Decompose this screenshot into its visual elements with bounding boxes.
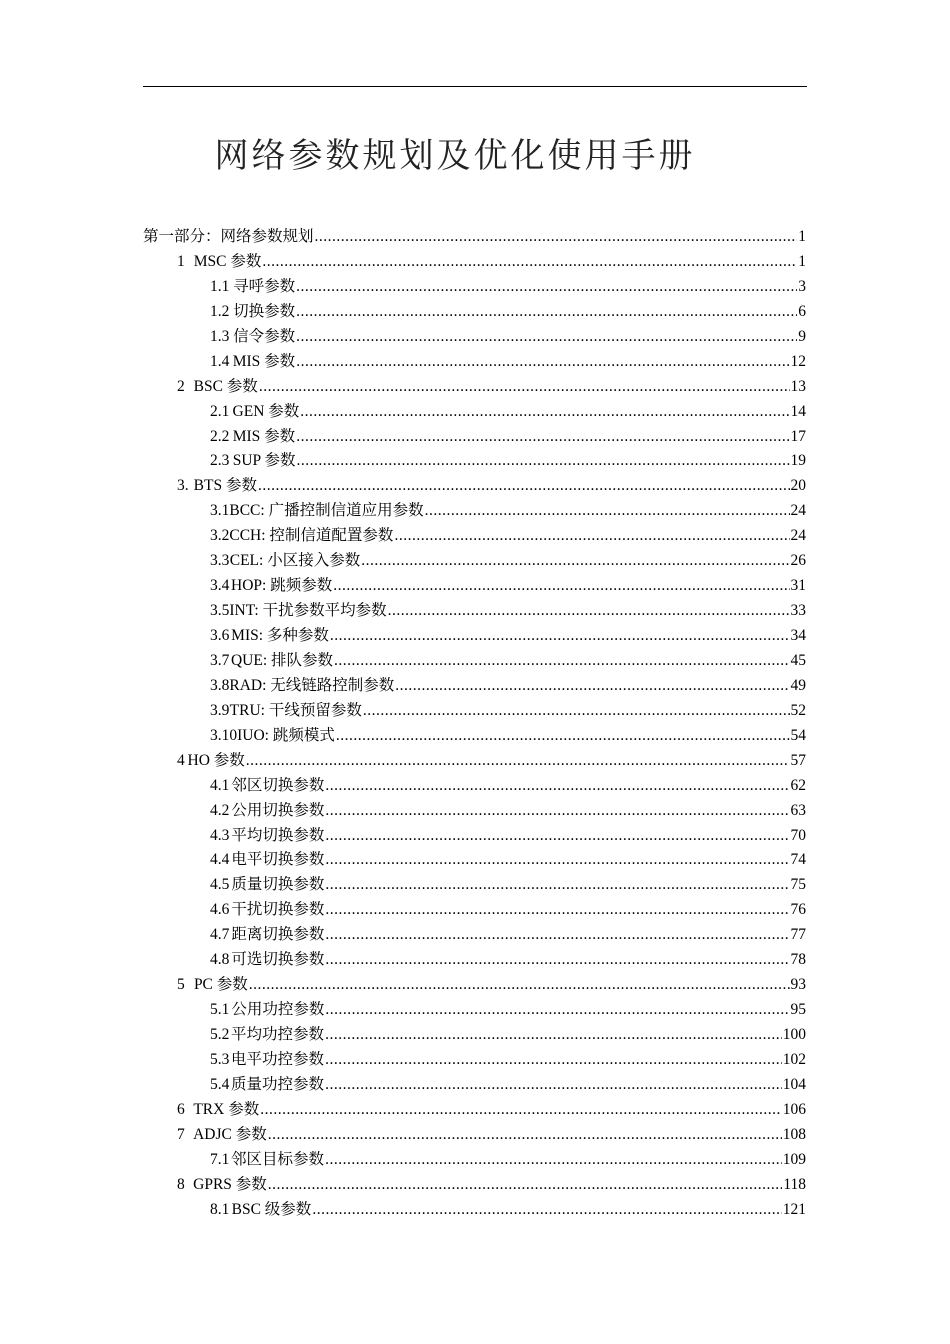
toc-entry-number: 5.1 [210, 1001, 230, 1019]
toc-entry-page-number: 12 [790, 352, 806, 370]
toc-entry[interactable] [143, 549, 806, 574]
toc-entry-number: 3.4 [210, 577, 230, 595]
toc-entry[interactable] [143, 574, 806, 599]
toc-entry-page-number: 1 [798, 252, 806, 270]
toc-entry-number: 7.1 [210, 1150, 230, 1168]
toc-entry-page-number: 26 [790, 552, 806, 570]
toc-entry-page-number: 13 [790, 377, 806, 395]
toc-entry[interactable] [143, 524, 806, 549]
toc-dot-leader [296, 425, 789, 450]
toc-entry[interactable] [143, 624, 806, 649]
toc-entry[interactable] [143, 375, 806, 400]
toc-entry-label: 质量功控参数 [231, 1075, 325, 1093]
toc-entry-label: 寻呼参数 [233, 277, 296, 295]
toc-entry-number: 1.3 [210, 327, 230, 345]
toc-dot-leader [330, 624, 790, 649]
toc-entry-label: BCC: 广播控制信道应用参数 [229, 502, 424, 520]
toc-dot-leader [258, 474, 790, 499]
toc-entry[interactable] [143, 599, 806, 624]
toc-entry-label: BTS 参数 [193, 477, 257, 495]
toc-entry-label: ADJC 参数 [193, 1125, 267, 1143]
toc-entry-label: 电平功控参数 [231, 1050, 325, 1068]
toc-entry[interactable] [143, 250, 806, 275]
toc-entry[interactable] [143, 674, 806, 699]
toc-entry[interactable] [143, 923, 806, 948]
toc-entry-number: 1 [177, 252, 185, 270]
toc-dot-leader [268, 1123, 782, 1148]
toc-entry-number: 5.2 [210, 1026, 230, 1043]
toc-entry-label: 距离切换参数 [231, 926, 325, 944]
toc-dot-leader [395, 674, 789, 699]
toc-dot-leader [325, 1148, 782, 1173]
toc-dot-leader [325, 848, 789, 873]
toc-entry-label: CEL: 小区接入参数 [229, 552, 361, 570]
toc-dot-leader [325, 898, 789, 923]
toc-dot-leader [325, 1073, 782, 1098]
toc-entry-page-number: 34 [790, 627, 806, 644]
toc-entry-number: 3.1 [210, 502, 230, 520]
toc-entry-page-number: 20 [790, 477, 806, 495]
toc-dot-leader [325, 799, 789, 824]
toc-entry-number: 5 [177, 976, 185, 994]
toc-dot-leader [262, 250, 797, 275]
toc-entry[interactable] [143, 724, 806, 749]
toc-dot-leader [425, 499, 790, 524]
toc-entry-number: 1.2 [210, 302, 230, 320]
toc-dot-leader [296, 449, 789, 474]
toc-entry-page-number: 100 [782, 1026, 806, 1043]
toc-entry-page-number: 3 [798, 277, 806, 295]
toc-entry-number: 4.8 [210, 951, 230, 969]
toc-dot-leader [268, 1173, 783, 1198]
toc-entry-number: 3.3 [210, 552, 230, 570]
toc-entry[interactable] [143, 749, 806, 774]
toc-entry[interactable] [143, 774, 806, 799]
toc-dot-leader [363, 699, 790, 724]
toc-dot-leader [246, 749, 790, 774]
toc-dot-leader [325, 1023, 782, 1048]
toc-dot-leader [315, 225, 798, 250]
toc-entry-page-number: 57 [790, 751, 806, 769]
toc-entry-label: 邻区目标参数 [231, 1150, 325, 1168]
toc-entry-label: TRX 参数 [193, 1100, 260, 1118]
toc-entry[interactable] [143, 1073, 806, 1098]
toc-entry[interactable] [143, 300, 806, 325]
toc-entry-label: CCH: 控制信道配置参数 [229, 527, 394, 545]
toc-dot-leader [296, 275, 797, 300]
toc-entry-label: 邻区切换参数 [231, 776, 325, 794]
toc-dot-leader [260, 1098, 782, 1123]
toc-entry-page-number: 14 [790, 402, 806, 420]
toc-entry-number: 6 [177, 1100, 185, 1118]
toc-dot-leader [325, 873, 789, 898]
toc-entry[interactable] [143, 225, 806, 250]
toc-entry[interactable] [143, 848, 806, 873]
toc-entry-label: 公用切换参数 [231, 801, 325, 819]
toc-dot-leader [296, 325, 797, 350]
toc-entry-page-number: 75 [790, 876, 806, 894]
toc-entry-label: 公用功控参数 [231, 1001, 325, 1019]
toc-entry-label: HO 参数 [187, 751, 245, 769]
toc-entry-number: 4.5 [210, 876, 230, 894]
toc-entry-label: 电平切换参数 [231, 851, 325, 869]
toc-entry[interactable] [143, 898, 806, 923]
toc-entry[interactable] [143, 649, 806, 674]
toc-entry-number: 5.4 [210, 1075, 230, 1093]
header-rule [143, 86, 807, 87]
toc-entry-label: RAD: 无线链路控制参数 [229, 676, 395, 694]
toc-entry-label: 平均功控参数 [231, 1026, 325, 1043]
toc-entry-label: 干扰切换参数 [231, 901, 325, 919]
toc-dot-leader [296, 300, 797, 325]
toc-dot-leader [394, 524, 789, 549]
toc-entry[interactable] [143, 998, 806, 1023]
toc-entry-page-number: 52 [790, 701, 806, 719]
toc-entry-page-number: 24 [790, 527, 806, 545]
toc-entry-page-number: 1 [798, 228, 806, 245]
toc-entry[interactable] [143, 1173, 806, 1198]
toc-entry-page-number: 24 [790, 502, 806, 520]
toc-entry-label: 信令参数 [233, 327, 296, 345]
table-of-contents [143, 225, 806, 1223]
toc-entry-page-number: 121 [782, 1200, 806, 1218]
toc-dot-leader [325, 774, 789, 799]
toc-entry[interactable] [143, 1198, 806, 1223]
toc-entry-number: 3.10 [210, 726, 238, 744]
toc-entry-label: SUP 参数 [232, 452, 296, 470]
toc-entry-label: BSC 级参数 [231, 1200, 312, 1218]
toc-entry-number: 2.3 [210, 452, 230, 470]
toc-entry-number: 8 [177, 1175, 185, 1193]
toc-entry[interactable] [143, 474, 806, 499]
toc-entry-page-number: 77 [790, 926, 806, 944]
toc-entry[interactable] [143, 1148, 806, 1173]
toc-entry[interactable] [143, 1123, 806, 1148]
toc-dot-leader [300, 400, 789, 425]
toc-entry-number: 2 [177, 377, 185, 395]
toc-entry[interactable] [143, 325, 806, 350]
toc-entry-page-number: 17 [790, 427, 806, 445]
toc-entry-page-number: 54 [790, 726, 806, 744]
toc-entry-page-number: 109 [782, 1150, 806, 1168]
toc-entry-label: TRU: 干线预留参数 [229, 701, 362, 719]
toc-entry-page-number: 70 [790, 826, 806, 844]
toc-dot-leader [325, 998, 789, 1023]
toc-entry-page-number: 31 [790, 577, 806, 595]
toc-entry[interactable] [143, 699, 806, 724]
toc-entry-label: MSC 参数 [193, 252, 262, 270]
toc-entry[interactable] [143, 973, 806, 998]
toc-entry-label: QUE: 排队参数 [230, 651, 334, 669]
toc-entry-page-number: 95 [790, 1001, 806, 1019]
toc-dot-leader [296, 350, 789, 375]
toc-dot-leader [333, 574, 789, 599]
toc-entry-page-number: 49 [790, 676, 806, 694]
toc-entry-page-number: 9 [798, 327, 806, 345]
toc-entry-page-number: 106 [782, 1100, 806, 1118]
toc-entry-label: MIS 参数 [232, 427, 296, 445]
toc-entry-number: 4.1 [210, 776, 230, 794]
toc-dot-leader [325, 824, 789, 849]
toc-entry-number: 4.6 [210, 901, 230, 919]
toc-entry-label: GPRS 参数 [193, 1175, 267, 1193]
toc-entry-page-number: 102 [782, 1050, 806, 1068]
toc-entry-number: 3.9 [210, 701, 230, 719]
toc-entry-number: 4 [177, 751, 185, 769]
toc-entry-number: 4.2 [210, 801, 230, 819]
toc-entry-page-number: 62 [790, 776, 806, 794]
toc-entry-page-number: 74 [790, 851, 806, 869]
toc-entry[interactable] [143, 449, 806, 474]
toc-entry-page-number: 76 [790, 901, 806, 919]
toc-entry-label: GEN 参数 [232, 402, 300, 420]
toc-dot-leader [312, 1198, 781, 1223]
toc-entry-number: 1.4 [210, 352, 230, 370]
toc-entry-page-number: 6 [798, 302, 806, 320]
toc-entry-label: BSC 参数 [193, 377, 258, 395]
toc-entry-number: 3.8 [210, 676, 230, 694]
toc-entry[interactable] [143, 1098, 806, 1123]
toc-entry-number: 1.1 [210, 277, 230, 295]
toc-entry-label: INT: 干扰参数平均参数 [229, 602, 387, 620]
toc-dot-leader [336, 724, 790, 749]
toc-entry-label: 质量切换参数 [231, 876, 325, 894]
toc-entry[interactable] [143, 824, 806, 849]
toc-dot-leader [361, 549, 789, 574]
toc-entry-number: 4.4 [210, 851, 230, 869]
toc-entry-number: 3.2 [210, 527, 230, 545]
toc-dot-leader [334, 649, 789, 674]
toc-dot-leader [388, 599, 790, 624]
toc-dot-leader [325, 1048, 782, 1073]
toc-dot-leader [325, 923, 789, 948]
toc-entry-number: 4.7 [210, 926, 230, 944]
toc-entry-page-number: 63 [790, 801, 806, 819]
toc-entry-number: 3.7 [210, 651, 230, 669]
toc-entry-page-number: 93 [790, 976, 806, 994]
toc-dot-leader [249, 973, 790, 998]
toc-entry[interactable] [143, 1023, 806, 1048]
toc-entry-number: 8.1 [210, 1200, 230, 1218]
toc-entry-page-number: 104 [782, 1075, 806, 1093]
toc-entry-label: 切换参数 [233, 302, 296, 320]
toc-entry-page-number: 118 [783, 1175, 806, 1193]
toc-entry-label: MIS 参数 [232, 352, 296, 370]
toc-dot-leader [259, 375, 790, 400]
toc-dot-leader [325, 948, 789, 973]
toc-entry-page-number: 108 [782, 1125, 806, 1143]
toc-entry-label: 可选切换参数 [231, 951, 325, 969]
toc-entry-number: 2.2 [210, 427, 230, 445]
document-title: 网络参数规划及优化使用手册 [214, 136, 696, 176]
toc-entry-label: 平均切换参数 [231, 826, 325, 844]
toc-entry[interactable] [143, 275, 806, 300]
toc-entry[interactable] [143, 799, 806, 824]
toc-entry-label: MIS: 多种参数 [231, 627, 329, 644]
toc-entry-page-number: 19 [790, 452, 806, 470]
toc-entry-number: 7 [177, 1125, 185, 1143]
toc-entry-page-number: 33 [790, 602, 806, 620]
toc-entry-label: HOP: 跳频参数 [231, 577, 333, 595]
toc-entry[interactable] [143, 350, 806, 375]
toc-entry-number: 5.3 [210, 1050, 230, 1068]
toc-entry[interactable] [143, 1048, 806, 1073]
toc-entry-number: 3.6 [210, 627, 230, 644]
toc-entry[interactable] [143, 499, 806, 524]
toc-entry-number: 2.1 [210, 402, 230, 420]
toc-entry-number: 3. [177, 477, 189, 495]
toc-entry[interactable] [143, 873, 806, 898]
toc-entry-page-number: 78 [790, 951, 806, 969]
toc-entry-label: IUO: 跳频模式 [237, 726, 335, 744]
toc-entry-number: 4.3 [210, 826, 230, 844]
toc-entry[interactable] [143, 425, 806, 450]
toc-entry-label: 第一部分：网络参数规划 [143, 228, 314, 245]
toc-entry-label: PC 参数 [193, 976, 248, 994]
toc-entry-number: 3.5 [210, 602, 230, 620]
toc-entry[interactable] [143, 400, 806, 425]
toc-entry-page-number: 45 [790, 651, 806, 669]
toc-entry[interactable] [143, 948, 806, 973]
